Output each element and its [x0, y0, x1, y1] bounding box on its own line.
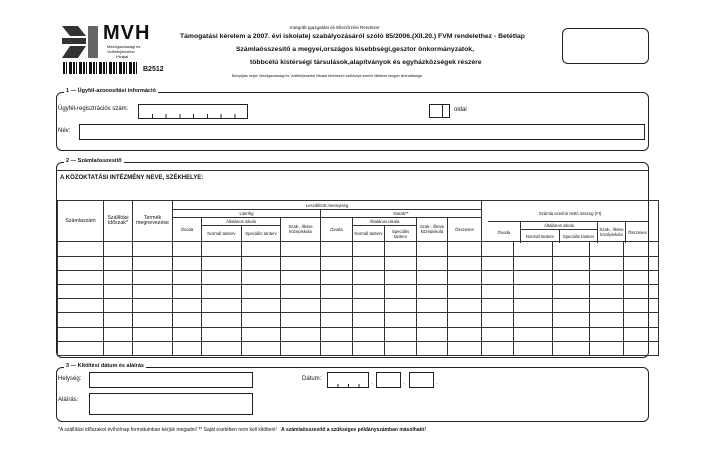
mvh-logo — [60, 24, 100, 60]
title-line2: Számlaösszesítő a megyei,országos kisebbségi,gesztor önkormányzatok, — [236, 46, 474, 53]
net-general-school: Általános iskola — [521, 222, 598, 230]
table-row — [58, 327, 659, 341]
footer-note-text: *A szállítási időszakot év/hó/nap formátumban kérjük megadni! ** Saját esetében nem kell kitölteni! — [58, 427, 277, 433]
section3-title: 3 — Kitöltési dátum és aláírás — [66, 363, 144, 369]
logo-sub3: Hivatal — [116, 54, 129, 59]
col-special-curr-l: Speciális tanterv — [242, 225, 281, 242]
logo-sub1: Mezőgazdasági és — [107, 44, 141, 49]
page-label: oldal — [454, 107, 467, 113]
table-row — [58, 284, 659, 298]
col-kindergarten-l: Óvoda — [173, 217, 202, 242]
section1-frame — [56, 92, 649, 151]
col-special-curr-p: Speciális tanterv — [385, 225, 417, 242]
title-line1: Támogatási kérelem a 2007. évi iskolatej szabályozásáról szóló 85/2006.(XII.20.) FVM rendelethez - Betétlap — [180, 33, 525, 40]
table-row — [58, 270, 659, 284]
section1-title: 1 — Ügyfél-azonosítási információ — [66, 88, 156, 94]
footer-note — [58, 427, 426, 433]
col-piece: Darab** — [321, 210, 482, 217]
place-field[interactable] — [89, 372, 253, 388]
signature-label: Aláírás: — [58, 397, 79, 403]
col-special-school-l: Szak-, illetve középiskola — [281, 217, 321, 242]
form-code: B2512 — [143, 66, 164, 73]
col-invoice-number: Számlaszám — [58, 201, 104, 242]
date-day-field[interactable] — [409, 372, 434, 388]
date-year-ticks — [327, 384, 369, 388]
client-id-ticks — [138, 114, 248, 119]
date-sep-3: . — [436, 380, 438, 386]
signature-field[interactable] — [89, 393, 253, 415]
date-sep-1: . — [371, 380, 373, 386]
col-liter: Liter/kg — [173, 210, 321, 217]
name-field[interactable] — [79, 124, 645, 140]
col-normal-p: Normál tanterv — [353, 225, 385, 242]
col-delivery-period: Szállítási időszak* — [104, 201, 133, 242]
col-general-school-p: Általános iskola — [353, 217, 417, 225]
date-sep-2: . — [403, 380, 405, 386]
name-label: Név: — [58, 128, 71, 134]
net-total: Összesen — [627, 230, 648, 235]
logo-text: MVH — [103, 22, 151, 44]
col-total-p: Összesen — [448, 217, 482, 242]
net-amount-subheader — [488, 221, 648, 243]
institution-label: A KÖZOKTATÁSI INTÉZMÉNY NEVE, SZÉKHELYE: — [60, 175, 204, 181]
page-number-field[interactable] — [429, 104, 443, 118]
date-month-field[interactable] — [376, 372, 401, 388]
col-product-name: Termék megnevezése — [133, 201, 173, 242]
col-normal-l: Normál tanterv — [202, 225, 242, 242]
stamp-box[interactable] — [562, 28, 649, 64]
footer-note-bold: A számlaösszesítő a szükséges példányszámban másolható! — [281, 427, 426, 433]
table-body — [58, 242, 659, 356]
date-label: Dátum: — [302, 376, 322, 382]
place-label: Helység: — [58, 376, 82, 382]
submission-note: Benyújtás helye: Mezőgazdasági és Vidékfejlesztési Hivatal kérelmező székhelye szerint illetékes megyei kirendeltsége — [232, 74, 423, 78]
col-special-school-p: Szak-, illetve középiskola — [417, 217, 448, 242]
col-kindergarten-p: Óvoda — [321, 217, 353, 242]
title-line3: többcélú kistérségi társulások,alapítványok és egyházközségek részére — [250, 59, 482, 66]
net-amount-label: Számla szerinti nettó összeg (Ft) — [538, 211, 602, 216]
net-normal: Normál tanterv — [521, 230, 560, 243]
barcode — [63, 62, 139, 74]
net-special-school: Szak-, illetve középiskola — [598, 222, 626, 243]
table-row — [58, 299, 659, 313]
table-row — [58, 242, 659, 256]
logo-emblem-icon — [60, 24, 100, 60]
table-row — [58, 341, 659, 355]
net-special-curr: Speciális tanterv — [560, 230, 598, 243]
col-delivered-qty: Leszállított mennyiség — [173, 201, 482, 210]
net-kindergarten: Óvoda — [488, 222, 521, 243]
section2-title: 2 — Számlaösszesítő — [66, 158, 122, 164]
client-id-label: Ügyfél-regisztrációs szám: — [58, 106, 129, 112]
table-row — [58, 313, 659, 327]
col-general-school-l: Általános iskola — [202, 217, 281, 225]
page-number-field-2[interactable] — [443, 104, 450, 118]
table-row — [58, 256, 659, 270]
system-name: Integrált Igazgatási és Ellenőrzési Rendszer — [290, 25, 380, 30]
logo-sub2: Vidékfejlesztési — [107, 49, 135, 54]
